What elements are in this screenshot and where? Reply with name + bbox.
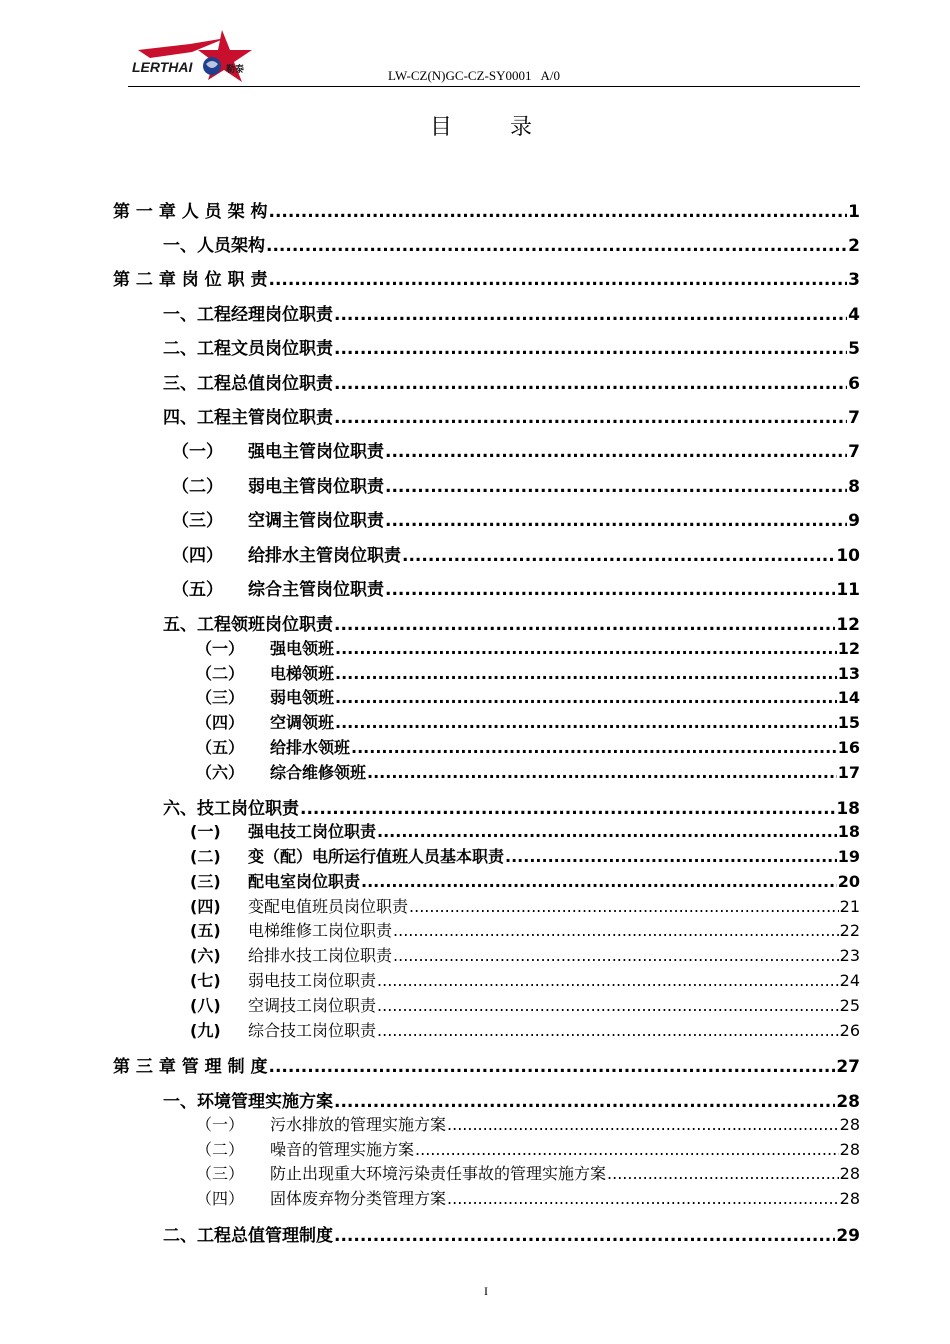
toc-entry[interactable] (190, 918, 860, 941)
toc-entry-title: 四、工程主管岗位职责 (163, 408, 333, 428)
toc-entry[interactable] (196, 1186, 860, 1209)
toc-entry-title: 强电主管岗位职责 (248, 442, 384, 462)
toc-entry-number: (九) (190, 1021, 221, 1040)
toc-entry-page: 22 (839, 921, 860, 940)
toc-entry-number: （三） (196, 688, 245, 707)
toc-entry[interactable] (172, 437, 860, 462)
toc-entry-page: 1 (848, 202, 860, 222)
toc-entry-title: 一、工程经理岗位职责 (163, 305, 333, 325)
toc-entry-number: (七) (190, 971, 221, 990)
toc-entry-number: (五) (190, 921, 221, 940)
toc-entry[interactable] (163, 300, 860, 325)
toc-entry-page: 10 (836, 546, 860, 566)
toc-entry-title: 变配电值班员岗位职责 (248, 897, 409, 916)
toc-entry[interactable] (113, 197, 860, 222)
toc-entry-title: 第 三 章 管 理 制 度 (113, 1057, 268, 1077)
toc-entry-page: 18 (837, 822, 860, 841)
toc-entry-page: 28 (836, 1092, 860, 1112)
toc-entry-title: 空调领班 (270, 713, 335, 732)
toc-leader-dots (334, 374, 847, 394)
toc-entry-page: 29 (836, 1226, 860, 1246)
toc-entry-title: 第 一 章 人 员 架 构 (113, 202, 268, 222)
toc-leader-dots (335, 688, 837, 707)
toc-entry-page: 7 (848, 442, 860, 462)
toc-entry-title: 二、工程文员岗位职责 (163, 339, 333, 359)
toc-entry-title: 给排水主管岗位职责 (248, 546, 401, 566)
toc-leader-dots (334, 339, 847, 359)
toc-entry-page: 14 (837, 688, 860, 707)
toc-entry-number: (二) (190, 847, 221, 866)
toc-entry[interactable] (113, 265, 860, 290)
toc-entry-number: （三） (196, 1164, 245, 1183)
toc-entry-page: 28 (839, 1189, 860, 1208)
toc-leader-dots (361, 872, 837, 891)
toc-leader-dots (269, 270, 848, 290)
toc-leader-dots (385, 442, 847, 462)
toc-entry-title: 空调主管岗位职责 (248, 511, 384, 531)
toc-leader-dots (334, 408, 847, 428)
toc-entry[interactable] (163, 1221, 860, 1246)
toc-leader-dots (385, 511, 847, 531)
toc-entry-number: (四) (190, 897, 221, 916)
toc-entry[interactable] (196, 1112, 860, 1135)
toc-entry[interactable] (163, 369, 860, 394)
toc-leader-dots (269, 1057, 836, 1077)
toc-entry-title: 弱电主管岗位职责 (248, 477, 384, 497)
toc-entry-page: 17 (837, 763, 860, 782)
toc-entry-page: 16 (837, 738, 860, 757)
toc-entry-number: （六） (196, 763, 245, 782)
toc-entry-title: 二、工程总值管理制度 (163, 1226, 333, 1246)
document-code: LW-CZ(N)GC-CZ-SY0001 A/0 (388, 68, 560, 83)
toc-leader-dots (377, 971, 839, 990)
toc-entry[interactable] (163, 334, 860, 359)
toc-leader-dots (447, 1189, 839, 1208)
toc-leader-dots (377, 1021, 839, 1040)
toc-entry-page: 9 (848, 511, 860, 531)
toc-leader-dots (367, 763, 837, 782)
toc-entry[interactable] (190, 869, 860, 892)
toc-entry[interactable] (196, 1137, 860, 1160)
toc-entry[interactable] (190, 894, 860, 917)
toc-leader-dots (377, 822, 837, 841)
toc-leader-dots (334, 615, 835, 635)
toc-entry-page: 28 (839, 1115, 860, 1134)
toc-entry-title: 综合技工岗位职责 (248, 1021, 377, 1040)
toc-entry-title: 一、人员架构 (163, 236, 265, 256)
toc-entry-page: 19 (837, 847, 860, 866)
toc-entry[interactable] (172, 541, 860, 566)
title-char-1: 目 (430, 115, 511, 140)
toc-entry-title: 强电领班 (270, 639, 335, 658)
toc-entry-page: 24 (839, 971, 860, 990)
toc-entry[interactable] (190, 819, 860, 842)
toc-entry[interactable] (190, 943, 860, 966)
toc-entry-title: 五、工程领班岗位职责 (163, 615, 333, 635)
toc-entry-number: (八) (190, 996, 221, 1015)
toc-entry-page: 21 (839, 897, 860, 916)
toc-leader-dots (393, 921, 839, 940)
toc-entry-page: 12 (836, 615, 860, 635)
toc-entry-page: 15 (837, 713, 860, 732)
toc-entry-title: 弱电技工岗位职责 (248, 971, 377, 990)
toc-entry-title: 防止出现重大环境污染责任事故的管理实施方案 (270, 1164, 607, 1183)
toc-entry-page: 2 (848, 236, 860, 256)
toc-entry[interactable] (196, 710, 860, 733)
toc-entry-title: 空调技工岗位职责 (248, 996, 377, 1015)
toc-leader-dots (377, 996, 839, 1015)
toc-entry-number: （二） (172, 477, 223, 497)
toc-entry-page: 8 (848, 477, 860, 497)
toc-entry-page: 27 (836, 1057, 860, 1077)
toc-entry-title: 综合维修领班 (270, 763, 367, 782)
toc-entry-title: 弱电领班 (270, 688, 335, 707)
toc-leader-dots (351, 738, 837, 757)
toc-leader-dots (335, 664, 837, 683)
toc-entry[interactable] (190, 844, 860, 867)
toc-entry[interactable] (113, 1052, 860, 1077)
toc-entry-page: 4 (848, 305, 860, 325)
toc-leader-dots (385, 580, 835, 600)
toc-leader-dots (409, 897, 839, 916)
toc-leader-dots (607, 1164, 839, 1183)
toc-entry-number: （五） (196, 738, 245, 757)
toc-entry-page: 28 (839, 1164, 860, 1183)
toc-entry[interactable] (196, 735, 860, 758)
toc-leader-dots (393, 946, 839, 965)
toc-leader-dots (334, 1226, 835, 1246)
toc-entry-page: 11 (836, 580, 860, 600)
toc-entry-number: （四） (196, 1189, 245, 1208)
toc-entry-page: 6 (848, 374, 860, 394)
toc-entry-title: 配电室岗位职责 (248, 872, 361, 891)
toc-entry[interactable] (196, 685, 860, 708)
toc-entry-title: 污水排放的管理实施方案 (270, 1115, 447, 1134)
toc-entry-number: （一） (172, 442, 223, 462)
toc-entry-page: 7 (848, 408, 860, 428)
toc-entry-title: 强电技工岗位职责 (248, 822, 377, 841)
toc-entry-number: (六) (190, 946, 221, 965)
toc-entry-page: 26 (839, 1021, 860, 1040)
toc-entry[interactable] (190, 1018, 860, 1041)
toc-leader-dots (505, 847, 837, 866)
toc-entry-title: 给排水技工岗位职责 (248, 946, 393, 965)
toc-leader-dots (447, 1115, 839, 1134)
toc-leader-dots (269, 202, 848, 222)
title-char-2: 录 (510, 115, 591, 140)
toc-entry[interactable] (190, 993, 860, 1016)
toc-entry[interactable] (196, 1161, 860, 1184)
toc-entry[interactable] (196, 636, 860, 659)
toc-entry-title: 噪音的管理实施方案 (270, 1140, 415, 1159)
toc-entry[interactable] (163, 403, 860, 428)
toc-leader-dots (385, 477, 847, 497)
toc-entry[interactable] (196, 760, 860, 783)
toc-entry-number: (三) (190, 872, 221, 891)
toc-leader-dots (300, 799, 835, 819)
toc-entry-number: （一） (196, 639, 245, 658)
toc-entry-number: (一) (190, 822, 221, 841)
toc-entry-title: 给排水领班 (270, 738, 351, 757)
toc-entry-title: 固体废弃物分类管理方案 (270, 1189, 447, 1208)
toc-leader-dots (335, 713, 837, 732)
toc-entry[interactable] (172, 575, 860, 600)
toc-entry[interactable] (163, 1087, 860, 1112)
toc-entry[interactable] (172, 506, 860, 531)
toc-entry-number: （四） (196, 713, 245, 732)
toc-entry-title: 六、技工岗位职责 (163, 799, 299, 819)
toc-entry[interactable] (190, 968, 860, 991)
toc-entry-title: 电梯领班 (270, 664, 335, 683)
toc-entry-page: 20 (837, 872, 860, 891)
toc-leader-dots (334, 305, 847, 325)
page-number: I (484, 1284, 488, 1298)
toc-entry-page: 3 (848, 270, 860, 290)
toc-entry-page: 18 (836, 799, 860, 819)
toc-leader-dots (334, 1092, 835, 1112)
toc-leader-dots (266, 236, 847, 256)
toc-entry[interactable] (196, 661, 860, 684)
toc-entry-title: 三、工程总值岗位职责 (163, 374, 333, 394)
toc-entry-page: 23 (839, 946, 860, 965)
toc-entry[interactable] (163, 794, 860, 819)
logo-cn-text: 勒泰 (226, 65, 245, 75)
toc-entry[interactable] (163, 231, 860, 256)
toc-entry-title: 综合主管岗位职责 (248, 580, 384, 600)
toc-entry-number: （四） (172, 546, 223, 566)
toc-entry[interactable] (172, 472, 860, 497)
toc-entry-number: （二） (196, 664, 245, 683)
toc-entry-page: 25 (839, 996, 860, 1015)
toc-entry-number: （五） (172, 580, 223, 600)
toc-leader-dots (415, 1140, 839, 1159)
toc-entry-title: 一、环境管理实施方案 (163, 1092, 333, 1112)
toc-leader-dots (402, 546, 835, 566)
toc-entry-number: （一） (196, 1115, 245, 1134)
logo-text: LERTHAI (132, 59, 193, 75)
toc-entry-page: 28 (839, 1140, 860, 1159)
toc-entry-title: 第 二 章 岗 位 职 责 (113, 270, 268, 290)
toc-entry-page: 5 (848, 339, 860, 359)
toc-entry-number: （三） (172, 511, 223, 531)
toc-entry-number: （二） (196, 1140, 245, 1159)
toc-entry-page: 13 (837, 664, 860, 683)
toc-entry[interactable] (163, 610, 860, 635)
toc-entry-title: 电梯维修工岗位职责 (248, 921, 393, 940)
toc-entry-page: 12 (837, 639, 860, 658)
toc-leader-dots (335, 639, 837, 658)
toc-entry-title: 变（配）电所运行值班人员基本职责 (248, 847, 505, 866)
